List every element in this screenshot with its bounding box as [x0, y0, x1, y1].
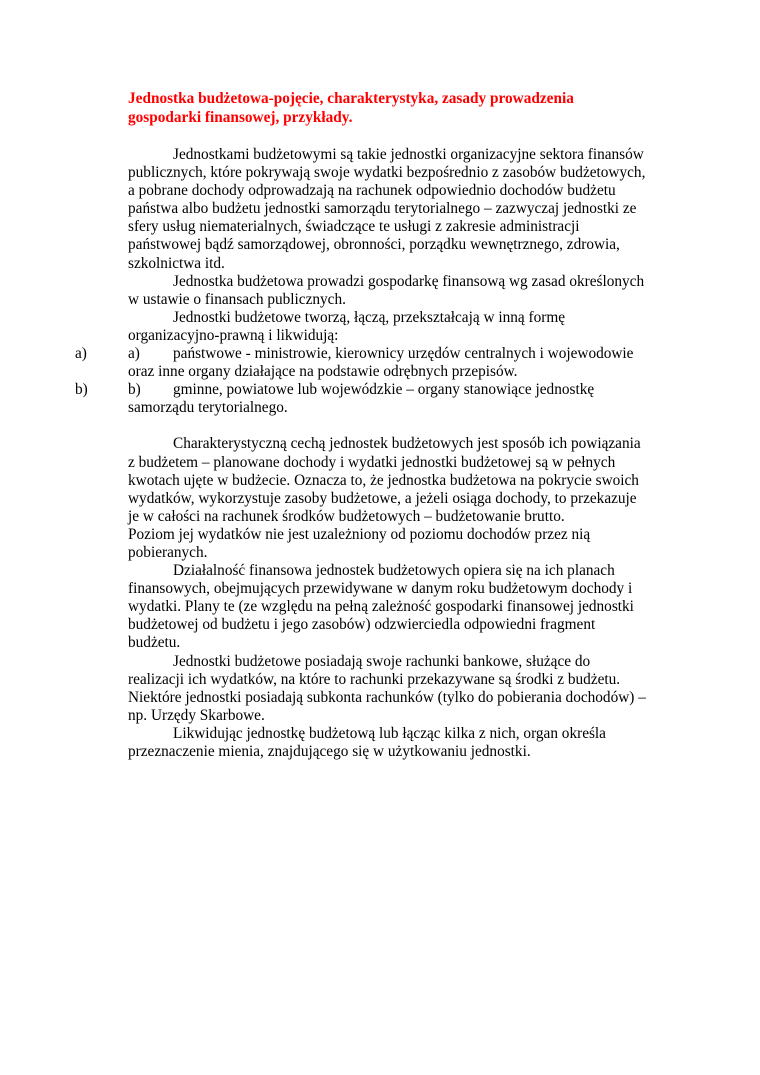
paragraph-creation-intro: Jednostki budżetowe tworzą, łączą, przekształcają w inną formę organizacyjno-prawną i likwidują: — [128, 308, 566, 344]
list-item-a — [75, 345, 648, 381]
list-inner-marker-a: a) — [128, 345, 140, 363]
list-outer-marker-b: b) — [75, 381, 88, 399]
list-text-b: gminne, powiatowe lub wojewódzkie – organy stanowiące jednostkę samorządu terytorialnego. — [128, 381, 595, 417]
paragraph-bank-accounts: Jednostki budżetowe posiadają swoje rachunki bankowe, służące do realizacji ich wydatków, na które to rachunki przekazywane są środki z budżetu. Niektóre jednostki posiadają subkonta rachunków (tylko do pobierania dochodów) – np. Urzędy Skarbowe. — [128, 652, 646, 724]
paragraph-gap — [128, 417, 648, 435]
paragraph-financial-management: Jednostka budżetowa prowadzi gospodarkę finansową wg zasad określonych w ustawie o finansach publicznych. — [128, 272, 645, 308]
paragraph-characteristic: Charakterystyczną cechą jednostek budżetowych jest sposób ich powiązania z budżetem – planowane dochody i wydatki jednostki budżetowej są w pełnych kwotach ujęte w budżecie. Oznacza to, że jednostka budżetowa na pokrycie swoich wydatków, wykorzystuje zasoby budżetowe, a jeżeli osiąga dochody, to przekazuje je w całości na rachunek środków budżetowych – budżetowanie brutto. — [128, 435, 641, 525]
paragraph-expense-level: Poziom jej wydatków nie jest uzależniony od poziomu dochodów przez nią pobieranych. — [128, 525, 591, 561]
list-item-b — [75, 381, 648, 417]
document-title: Jednostka budżetowa-pojęcie, charakterystyka, zasady prowadzenia gospodarki finansowej, przykłady. — [128, 90, 574, 126]
document-body — [75, 146, 648, 761]
paragraph-financial-plans: Działalność finansowa jednostek budżetowych opiera się na ich planach finansowych, obejmujących przewidywane w danym roku budżetowym dochody i wydatki. Plany te (ze względu na pełną zależność gospodarki finansowej jednostki budżetowej od budżetu i jego zasobów) odzwierciedla odpowiedni fragment budżetu. — [128, 562, 634, 652]
list-inner-marker-b: b) — [128, 381, 141, 399]
paragraph-liquidation: Likwidując jednostkę budżetową lub łącząc kilka z nich, organ określa przeznaczenie mienia, znajdującego się w użytkowaniu jednostki. — [128, 724, 606, 760]
paragraph-definition: Jednostkami budżetowymi są takie jednostki organizacyjne sektora finansów publicznych, które pokrywają swoje wydatki bezpośrednio z zasobów budżetowych, a pobrane dochody odprowadzają na rachunek odpowiednio dochodów budżetu państwa albo budżetu jednostki samorządu terytorialnego – zazwyczaj jednostki ze sfery usług niematerialnych, świadczące te usługi z zakresie administracji państwowej bądź samorządowej, obronności, porządku wewnętrznego, zdrowia, szkolnictwa itd. — [128, 146, 646, 272]
list-text-a: państwowe - ministrowie, kierownicy urzędów centralnych i wojewodowie oraz inne organy działające na podstawie odrębnych przepisów. — [128, 345, 634, 381]
list-outer-marker-a: a) — [75, 345, 87, 363]
